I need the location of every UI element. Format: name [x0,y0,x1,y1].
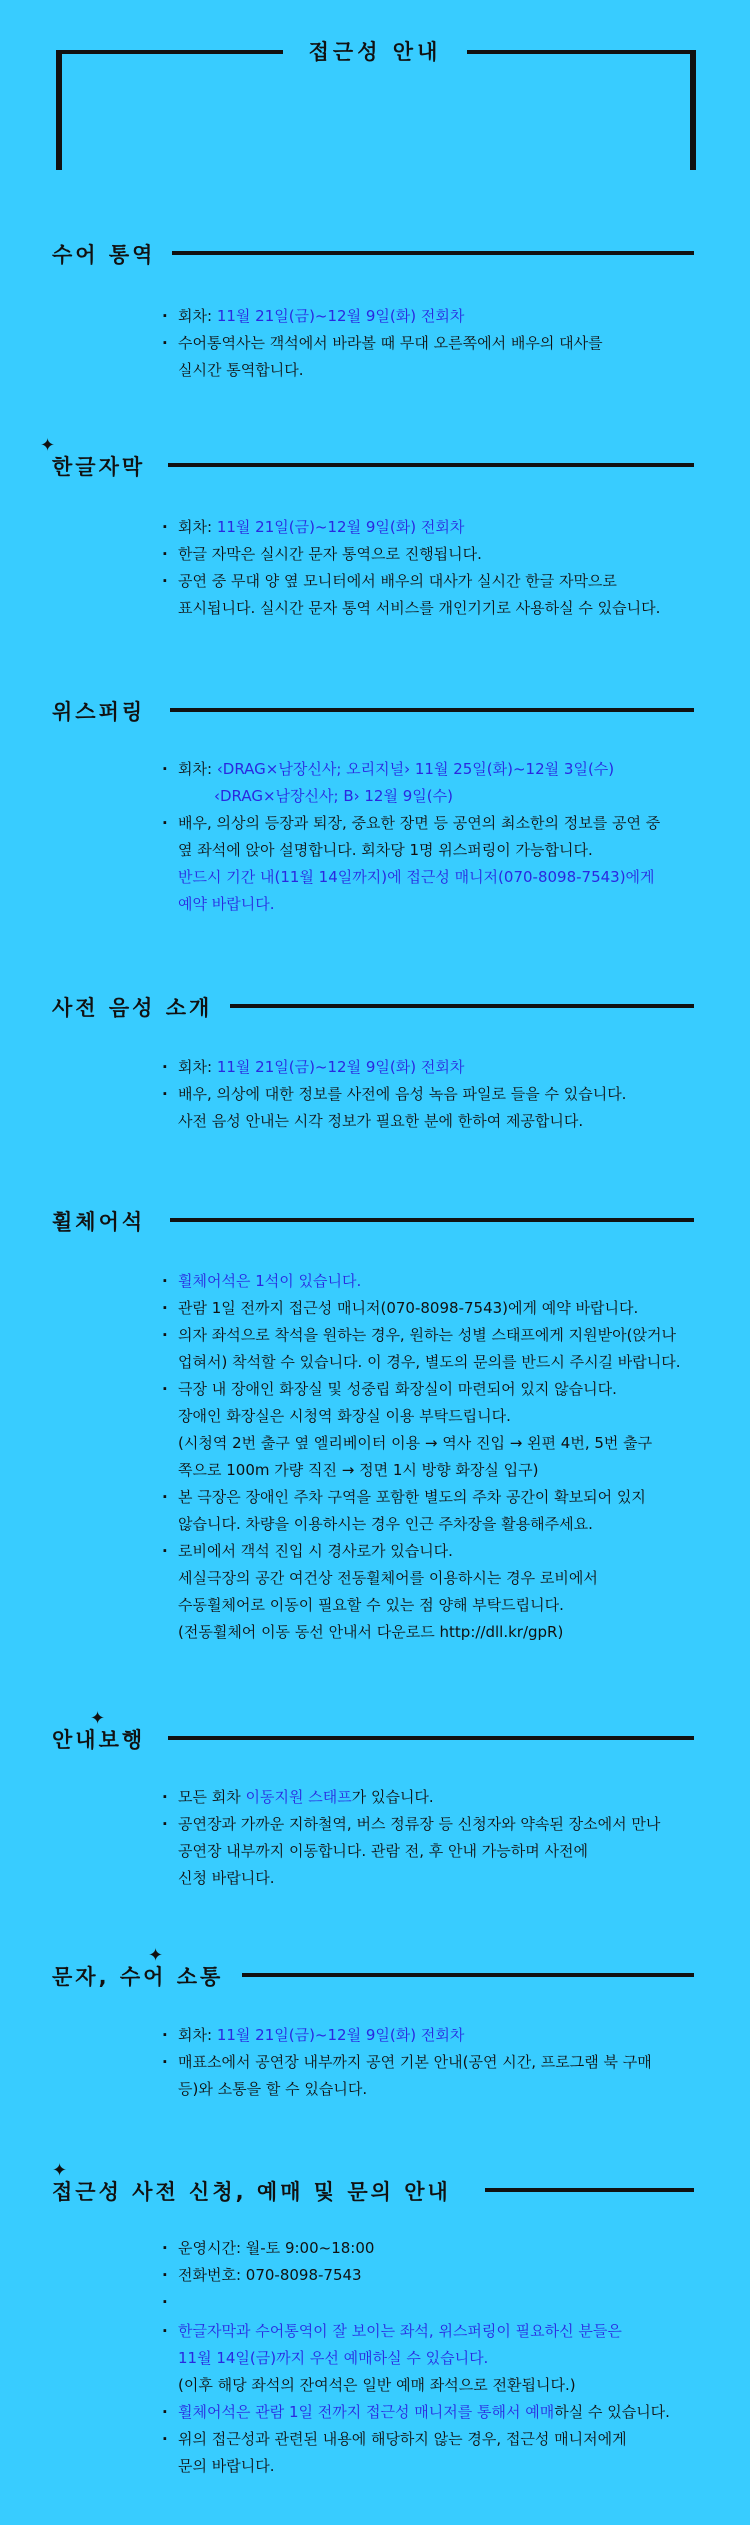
section-whisper [0,692,750,732]
subtitle-list [162,514,707,622]
sparkle-icon: ✦ [40,435,56,456]
list-item: · 로비에서 객석 진입 시 경사로가 있습니다. 세실극장의 공간 여건상 전동휠체어를 이용하시는 경우 로비에서 수동휠체어로 이동이 필요할 수 있는 점 양해 부탁드립니다. (전동휠체어 이동 동선 안내서 다운로드 http://dll.kr/gpR) [162,1538,707,1646]
list-item: · 모든 회차 이동지원 스태프가 있습니다. [162,1784,707,1811]
list-item: · 휠체어석은 1석이 있습니다. [162,1268,707,1295]
section-title: 한글자막 [52,455,146,479]
section-divider [170,1218,694,1222]
sparkle-icon: ✦ [52,2160,68,2181]
list-item: · 회차: 11월 21일(금)~12월 9일(화) 전회차 [162,514,707,541]
list-item: · 운영시간: 월-토 9:00~18:00 [162,2235,707,2262]
section-title: 위스퍼링 [52,700,146,724]
list-item: · 공연장과 가까운 지하철역, 버스 정류장 등 신청자와 약속된 장소에서 만나 공연장 내부까지 이동합니다. 관람 전, 후 안내 가능하며 사전에 신청 바랍니다. [162,1811,707,1892]
list-item: · 배우, 의상에 대한 정보를 사전에 음성 녹음 파일로 들을 수 있습니다. 사전 음성 안내는 시각 정보가 필요한 분에 한하여 제공합니다. [162,1081,707,1135]
sparkle-icon: ✦ [148,1945,164,1966]
list-item: · 회차: ‹DRAG×남장신사; 오리지널› 11월 25일(화)~12월 3일(수) ‹DRAG×남장신사; B› 12월 9일(수) [162,756,707,810]
section-divider [172,251,694,255]
list-item: · 회차: 11월 21일(금)~12월 9일(화) 전회차 [162,303,707,330]
section-guide-walk [0,1708,750,1760]
section-wheelchair [0,1202,750,1242]
sparkle-icon: ✦ [90,1708,106,1729]
text-sign-list [162,2022,707,2103]
list-item: · 본 극장은 장애인 주차 구역을 포함한 별도의 주차 공간이 확보되어 있지 않습니다. 차량을 이용하시는 경우 인근 주차장을 활용해주세요. [162,1484,707,1538]
audio-intro-list [162,1054,707,1135]
section-contact [0,2160,750,2212]
list-item: · 매표소에서 공연장 내부까지 공연 기본 안내(공연 시간, 프로그램 북 구매 등)와 소통을 할 수 있습니다. [162,2049,707,2103]
list-item: · 공연 중 무대 양 옆 모니터에서 배우의 대사가 실시간 한글 자막으로 표시됩니다. 실시간 문자 통역 서비스를 개인기기로 사용하실 수 있습니다. [162,568,707,622]
section-title: 문자, 수어 소통 [52,1965,224,1989]
wheelchair-list [162,1268,707,1646]
list-item: · 전화번호: 070-8098-7543 [162,2262,707,2289]
list-item: · 의자 좌석으로 착석을 원하는 경우, 원하는 성별 스태프에게 지원받아(앉거나 업혀서) 착석할 수 있습니다. 이 경우, 별도의 문의를 반드시 주시길 바랍니다. [162,1322,707,1376]
list-item: · 한글자막과 수어통역이 잘 보이는 좌석, 위스퍼링이 필요하신 분들은 11월 14일(금)까지 우선 예매하실 수 있습니다. (이후 해당 좌석의 잔여석은 일반 예매 좌석으로 전환됩니다.) [162,2318,707,2399]
section-divider [230,1004,694,1008]
list-item: · 극장 내 장애인 화장실 및 성중립 화장실이 마련되어 있지 않습니다. 장애인 화장실은 시청역 화장실 이용 부탁드립니다. (시청역 2번 출구 옆 엘리베이터 이용 → 역사 진입 → 왼편 4번, 5번 출구 쪽으로 100m 가량 직진 → 정면 1시 방향 화장실 입구) [162,1376,707,1484]
contact-notes [162,2318,707,2480]
section-text-sign [0,1945,750,1997]
section-title: 휠체어석 [52,1210,146,1234]
section-audio-intro [0,988,750,1028]
list-item: · 한글 자막은 실시간 문자 통역으로 진행됩니다. [162,541,707,568]
section-title: 접근성 사전 신청, 예매 및 문의 안내 [52,2180,451,2204]
section-title: 안내보행 [52,1728,146,1752]
header-frame [56,50,696,170]
section-divider [170,708,694,712]
sign-language-list [162,303,707,384]
section-title: 사전 음성 소개 [52,996,213,1020]
whisper-list [162,756,707,918]
list-item: · 관람 1일 전까지 접근성 매니저(070-8098-7543)에게 예약 바랍니다. [162,1295,707,1322]
spacer [162,2289,707,2303]
section-divider [485,2188,694,2192]
contact-list [162,2235,707,2303]
list-item: · 배우, 의상의 등장과 퇴장, 중요한 장면 등 공연의 최소한의 정보를 공연 중 옆 좌석에 앉아 설명합니다. 회차당 1명 위스퍼링이 가능합니다. 반드시 기간 내(11월 14일까지)에 접근성 매니저(070-8098-7543)에게 예약 바랍니다. [162,810,707,918]
section-sign-language [0,235,750,275]
list-item: · 회차: 11월 21일(금)~12월 9일(화) 전회차 [162,1054,707,1081]
section-divider [168,1736,694,1740]
section-subtitle [0,435,750,487]
guide-walk-list [162,1784,707,1892]
list-item: · 위의 접근성과 관련된 내용에 해당하지 않는 경우, 접근성 매니저에게 문의 바랍니다. [162,2426,707,2480]
page-title: 접근성 안내 [0,36,750,66]
section-divider [168,463,694,467]
section-title: 수어 통역 [52,243,156,267]
list-item: · 수어통역사는 객석에서 바라볼 때 무대 오른쪽에서 배우의 대사를 실시간 통역합니다. [162,330,707,384]
list-item: · 회차: 11월 21일(금)~12월 9일(화) 전회차 [162,2022,707,2049]
section-divider [242,1973,694,1977]
list-item: · 휠체어석은 관람 1일 전까지 접근성 매니저를 통해서 예매하실 수 있습니다. [162,2399,707,2426]
